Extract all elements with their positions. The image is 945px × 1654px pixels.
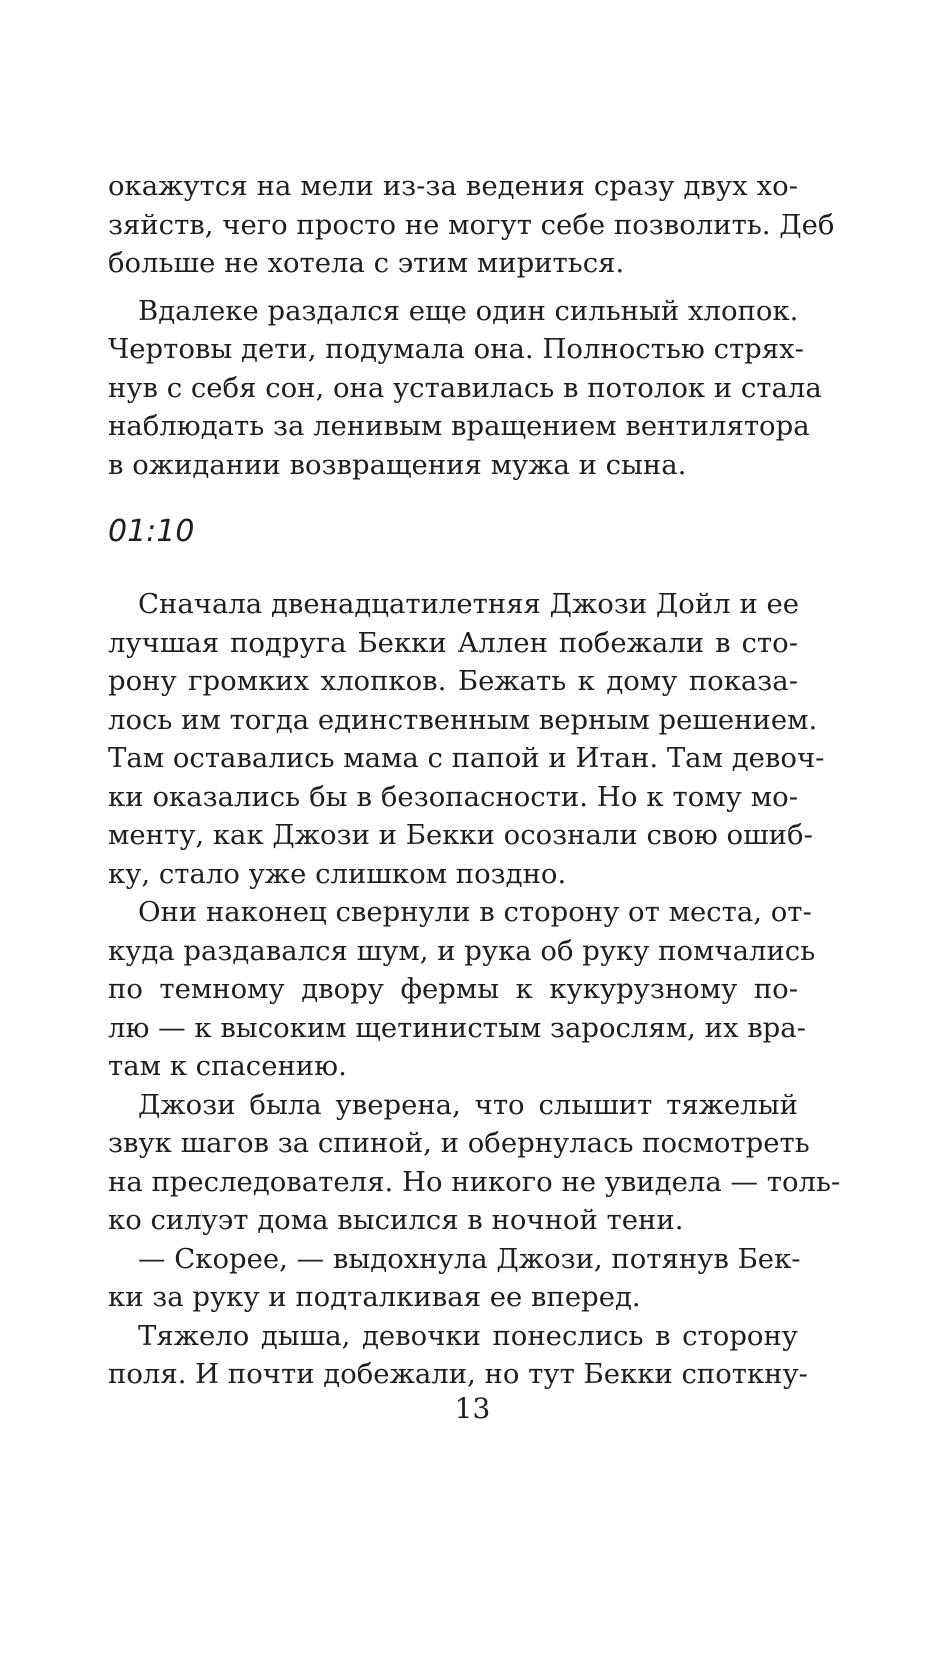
text-line: Сначала двенадцатилетняя Джози Дойл и ее xyxy=(138,588,799,620)
paragraph-1 xyxy=(108,167,835,283)
paragraph-6-dialogue xyxy=(108,1240,801,1317)
text-line: лучшая подруга Бекки Аллен побежали в сто- xyxy=(108,626,798,659)
text-line: ки за руку и подталкивая ее вперед. xyxy=(108,1281,641,1313)
text-line: лю — к высоким щетинистым зарослям, их вра- xyxy=(108,1011,806,1044)
text-line: ку, стало уже слишком поздно. xyxy=(108,857,567,890)
paragraph-3 xyxy=(108,585,825,893)
paragraph-5 xyxy=(108,1086,841,1240)
paragraph-7 xyxy=(108,1317,808,1394)
text-line: лось им тогда единственным верным решением. xyxy=(108,703,818,736)
text-line: окажутся на мели из-за ведения сразу двух хо- xyxy=(108,170,798,202)
text-line: там к спасению. xyxy=(108,1050,347,1082)
page-number: 13 xyxy=(454,1392,491,1425)
text-line: на преследователя. Но никого не увидела — толь- xyxy=(108,1165,841,1198)
text-line: в ожидании возвращения мужа и сына. xyxy=(108,448,687,481)
text-line: — Скорее, — выдохнула Джози, потянув Бек- xyxy=(138,1242,801,1275)
text-line: поля. И почти добежали, но тут Бекки споткну- xyxy=(108,1358,808,1390)
text-line: Вдалеке раздался еще один сильный хлопок. xyxy=(138,294,799,327)
text-line: ко силуэт дома высился в ночной тени. xyxy=(108,1204,684,1236)
text-line: Они наконец свернули в сторону от места, от- xyxy=(138,896,812,928)
text-line: Там оставались мама с папой и Итан. Там девоч- xyxy=(108,742,825,774)
text-line: рону громких хлопков. Бежать к дому показа- xyxy=(108,665,798,697)
section-heading-time: 01:10 xyxy=(108,514,195,549)
text-line: больше не хотела с этим мириться. xyxy=(108,247,625,279)
text-line: наблюдать за ленивым вращением вентилятора xyxy=(108,410,810,442)
text-line: Чертовы дети, подумала она. Полностью стрях- xyxy=(108,333,804,365)
text-line: менту, как Джози и Бекки осознали свою ошиб- xyxy=(108,819,813,851)
text-line: нув с себя сон, она уставилась в потолок и стала xyxy=(108,371,822,404)
text-line: по темному двору фермы к кукурузному по- xyxy=(108,973,798,1005)
text-section-1 xyxy=(108,167,835,484)
paragraph-2 xyxy=(108,292,822,485)
text-line: звук шагов за спиной, и обернулась посмотреть xyxy=(108,1127,810,1159)
text-line: Тяжело дыша, девочки понеслись в сторону xyxy=(138,1319,798,1352)
text-section-2 xyxy=(108,585,841,1394)
paragraph-4 xyxy=(108,893,816,1086)
text-line: зяйств, чего просто не могут себе позволить. Деб xyxy=(108,208,835,241)
text-line: Джози была уверена, что слышит тяжелый xyxy=(138,1088,798,1121)
text-line: куда раздавался шум, и рука об руку помчались xyxy=(108,934,816,967)
text-line: ки оказались бы в безопасности. Но к тому мо- xyxy=(108,780,798,813)
